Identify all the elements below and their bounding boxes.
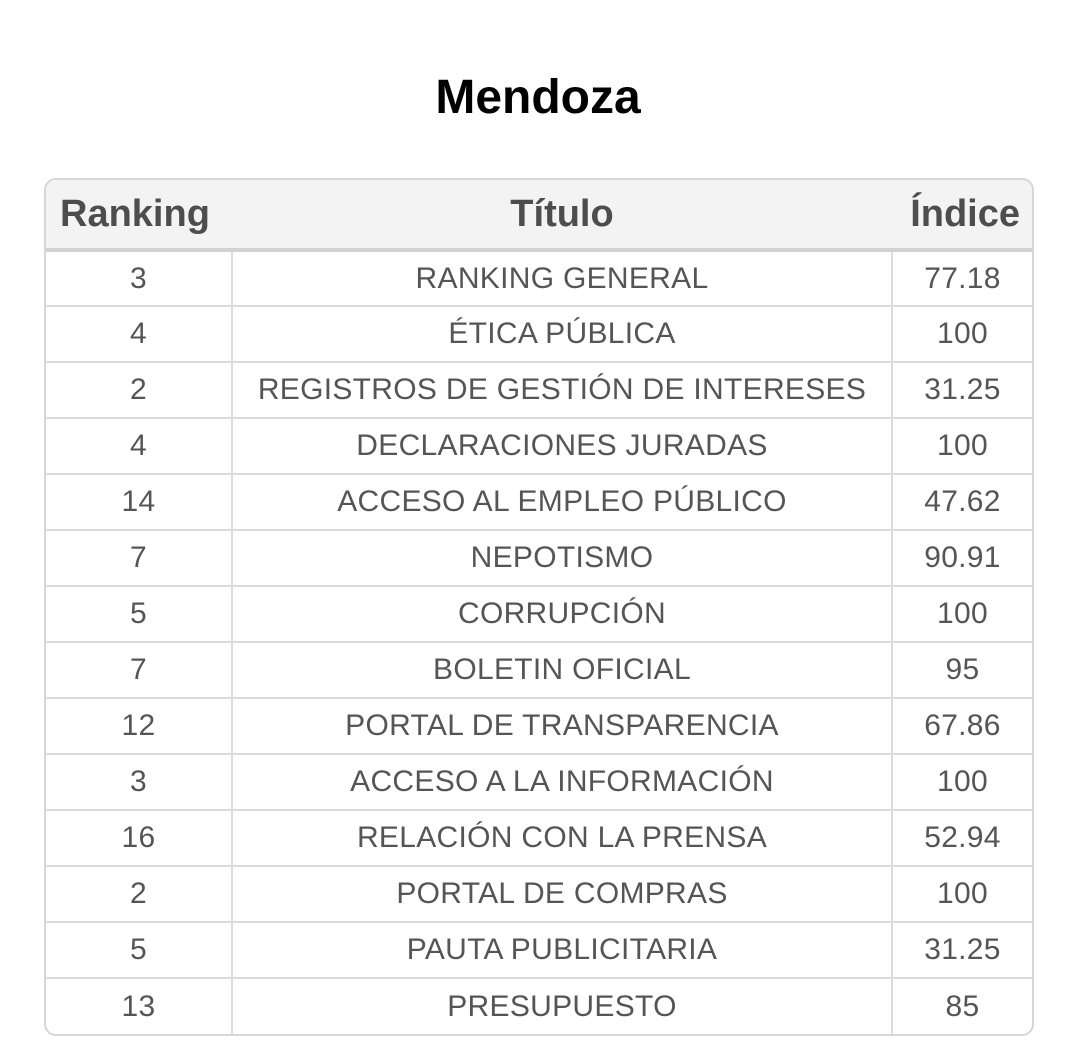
cell-indice: 100 bbox=[892, 866, 1032, 922]
cell-indice: 100 bbox=[892, 754, 1032, 810]
cell-ranking: 5 bbox=[46, 922, 232, 978]
cell-indice: 77.18 bbox=[924, 261, 1001, 295]
cell-ranking: 7 bbox=[46, 642, 232, 698]
cell-ranking: 4 bbox=[46, 418, 232, 474]
table-row bbox=[46, 978, 1032, 1034]
cell-titulo: PRESUPUESTO bbox=[232, 978, 892, 1034]
ranking-table-container bbox=[44, 178, 1034, 1036]
cell-ranking: 16 bbox=[46, 810, 232, 866]
cell-ranking: 4 bbox=[46, 306, 232, 362]
cell-titulo: REGISTROS DE GESTIÓN DE INTERESES bbox=[232, 362, 892, 418]
cell-indice: 100 bbox=[892, 586, 1032, 642]
ranking-table bbox=[46, 180, 1032, 1034]
cell-indice: 100 bbox=[892, 306, 1032, 362]
table-row bbox=[46, 698, 1032, 754]
cell-ranking: 7 bbox=[46, 530, 232, 586]
cell-titulo: NEPOTISMO bbox=[232, 530, 892, 586]
table-row bbox=[46, 530, 1032, 586]
table-row bbox=[46, 866, 1032, 922]
table-row bbox=[46, 922, 1032, 978]
table-header bbox=[46, 180, 1032, 250]
cell-ranking: 3 bbox=[130, 261, 147, 295]
cell-titulo: PORTAL DE COMPRAS bbox=[232, 866, 892, 922]
cell-ranking: 13 bbox=[46, 978, 232, 1034]
table-row bbox=[46, 250, 1032, 306]
cell-indice: 52.94 bbox=[892, 810, 1032, 866]
page-title: Mendoza bbox=[435, 71, 641, 124]
table-header-row bbox=[46, 180, 1032, 250]
column-header-titulo[interactable]: Título bbox=[232, 180, 892, 250]
cell-indice: 47.62 bbox=[892, 474, 1032, 530]
cell-ranking: 3 bbox=[46, 754, 232, 810]
cell-titulo: ÉTICA PÚBLICA bbox=[232, 306, 892, 362]
cell-indice: 31.25 bbox=[892, 362, 1032, 418]
table-row bbox=[46, 362, 1032, 418]
cell-ranking: 2 bbox=[46, 362, 232, 418]
cell-indice: 67.86 bbox=[892, 698, 1032, 754]
cell-ranking: 2 bbox=[46, 866, 232, 922]
cell-titulo: CORRUPCIÓN bbox=[232, 586, 892, 642]
cell-titulo: ACCESO AL EMPLEO PÚBLICO bbox=[232, 474, 892, 530]
table-body bbox=[46, 250, 1032, 1034]
table-row bbox=[46, 306, 1032, 362]
table-row bbox=[46, 586, 1032, 642]
table-row bbox=[46, 474, 1032, 530]
cell-titulo: PAUTA PUBLICITARIA bbox=[232, 922, 892, 978]
cell-titulo: RELACIÓN CON LA PRENSA bbox=[232, 810, 892, 866]
cell-titulo: DECLARACIONES JURADAS bbox=[232, 418, 892, 474]
cell-indice: 95 bbox=[892, 642, 1032, 698]
cell-ranking: 12 bbox=[46, 698, 232, 754]
column-header-indice[interactable]: Índice bbox=[892, 180, 1032, 250]
table-row bbox=[46, 642, 1032, 698]
cell-indice: 90.91 bbox=[892, 530, 1032, 586]
cell-indice: 100 bbox=[892, 418, 1032, 474]
cell-titulo: BOLETIN OFICIAL bbox=[232, 642, 892, 698]
cell-ranking: 14 bbox=[46, 474, 232, 530]
cell-indice: 31.25 bbox=[892, 922, 1032, 978]
cell-titulo: RANKING GENERAL bbox=[232, 250, 892, 306]
cell-titulo: PORTAL DE TRANSPARENCIA bbox=[232, 698, 892, 754]
column-header-ranking[interactable]: Ranking bbox=[46, 180, 232, 250]
table-row bbox=[46, 754, 1032, 810]
cell-indice: 85 bbox=[892, 978, 1032, 1034]
table-row bbox=[46, 810, 1032, 866]
table-row bbox=[46, 418, 1032, 474]
cell-titulo: ACCESO A LA INFORMACIÓN bbox=[232, 754, 892, 810]
cell-ranking: 5 bbox=[46, 586, 232, 642]
